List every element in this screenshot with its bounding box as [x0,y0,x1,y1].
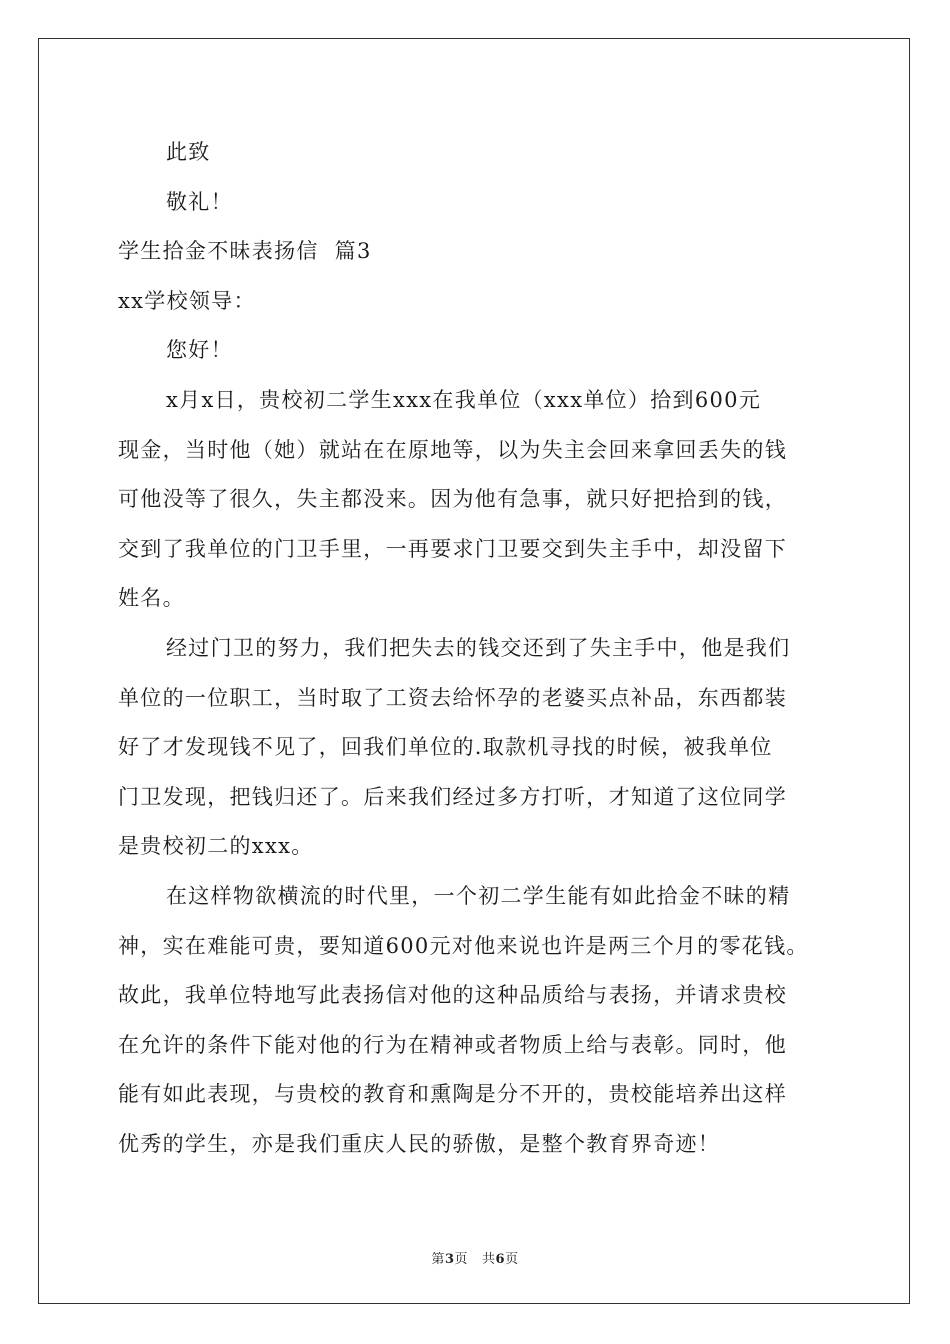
page-prefix: 第 [431,1252,445,1267]
closing-line-1: 此致 [166,140,211,164]
page-current: 3 [444,1252,455,1267]
paragraph-2 [118,624,840,872]
paragraph-line: 可他没等了很久，失主都没来。因为他有急事，就只好把拾到的钱， [118,487,787,512]
paragraph-line: 经过门卫的努力，我们把失去的钱交还到了失主手中，他是我们 [166,635,791,660]
paragraph-line: 神，实在难能可贵，要知道600元对他来说也许是两三个月的零花钱。 [118,933,809,958]
paragraph-line: 能有如此表现，与贵校的教育和熏陶是分不开的，贵校能培养出这样 [118,1082,787,1107]
paragraph-line: 现金，当时他（她）就站在在原地等，以为失主会回来拿回丢失的钱 [118,437,787,462]
paragraph-line: 单位的一位职工，当时取了工资去给怀孕的老婆买点补品，东西都装 [118,685,787,710]
paragraph-line: 姓名。 [118,586,185,611]
total-prefix: 共 [482,1252,496,1267]
page-suffix: 页 [454,1252,468,1267]
greeting: 您好！ [166,338,233,363]
paragraph-line: 故此，我单位特地写此表扬信对他的这种品质给与表扬，并请求贵校 [118,983,787,1008]
page-footer [0,1248,950,1267]
paragraph-1 [118,376,840,624]
page-total: 6 [495,1252,506,1267]
paragraph-line: 优秀的学生，亦是我们重庆人民的骄傲，是整个教育界奇迹！ [118,1131,721,1156]
paragraph-line: x月x日，贵校初二学生xxx在我单位（xxx单位）拾到600元 [166,387,762,412]
closing-line-2: 敬礼！ [166,189,233,214]
addressee: xx学校领导： [118,288,256,313]
paragraph-line: 在允许的条件下能对他的行为在精神或者物质上给与表彰。同时，他 [118,1032,787,1057]
paragraph-line: 好了才发现钱不见了，回我们单位的.取款机寻找的时候，被我单位 [118,735,773,760]
paragraph-line: 交到了我单位的门卫手里，一再要求门卫要交到失主手中，却没留下 [118,536,787,561]
document-body [118,128,840,1169]
section-title: 学生拾金不昧表扬信 篇3 [118,239,372,264]
total-suffix: 页 [505,1252,519,1267]
paragraph-line: 在这样物欲横流的时代里，一个初二学生能有如此拾金不昧的精 [166,883,791,908]
paragraph-line: 门卫发现，把钱归还了。后来我们经过多方打听，才知道了这位同学 [118,784,787,809]
paragraph-line: 是贵校初二的xxx。 [118,834,314,859]
paragraph-3 [118,872,840,1170]
